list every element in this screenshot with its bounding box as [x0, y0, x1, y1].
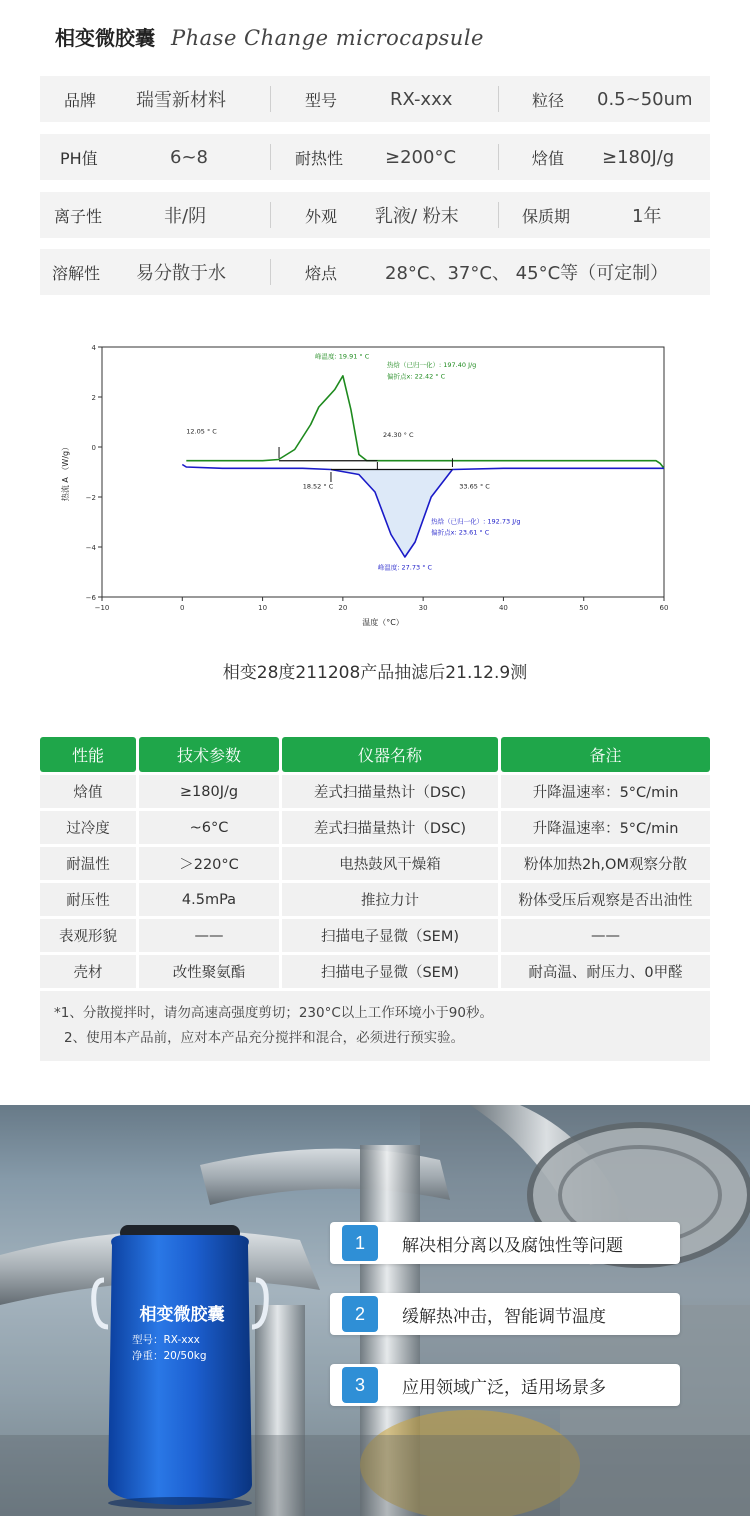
table-cell: 差式扫描量热计（DSC)	[282, 775, 498, 808]
spec-value: 瑞雪新材料	[136, 90, 226, 111]
feature-text: 应用领域广泛，适用场景多	[402, 1377, 606, 1398]
divider	[498, 86, 499, 112]
y-tick-label: −2	[85, 494, 96, 502]
divider	[498, 202, 499, 228]
dsc-chart	[60, 335, 690, 635]
y-tick-label: 4	[91, 344, 96, 352]
page-subtitle: Phase Change microcapsule	[171, 26, 484, 50]
table-cell: ≥180J/g	[139, 775, 279, 808]
table-cell: 焓值	[40, 775, 136, 808]
column-header: 仪器名称	[282, 737, 498, 772]
product-banner	[0, 1105, 750, 1516]
feature-text: 解决相分离以及腐蚀性等问题	[402, 1235, 623, 1256]
table-cell: 表观形貌	[40, 919, 136, 952]
chart-annotation: 热焓（已归一化）: 197.40 J/g	[387, 361, 477, 369]
table-notes	[40, 991, 710, 1061]
divider	[270, 259, 271, 285]
spec-label: PH值	[60, 148, 98, 168]
performance-table	[40, 737, 710, 1061]
spec-value: 1年	[632, 206, 662, 227]
spec-row	[40, 76, 710, 122]
page-header	[55, 22, 484, 62]
y-axis-label: 热流 A （W/g）	[61, 442, 70, 502]
table-cell: 4.5mPa	[139, 883, 279, 916]
y-tick-label: −6	[85, 594, 96, 602]
feature-text: 缓解热冲击，智能调节温度	[402, 1306, 606, 1327]
chart-annotation: 偏折点x: 23.61 ° C	[431, 528, 490, 537]
feature-item	[330, 1222, 680, 1264]
table-cell: 过冷度	[40, 811, 136, 844]
heating-curve	[186, 376, 664, 469]
table-row	[40, 811, 710, 844]
spec-value: ≥180J/g	[602, 146, 675, 168]
table-header	[40, 737, 710, 772]
x-tick-label: 30	[418, 604, 428, 612]
x-axis-label: 温度（°C）	[362, 618, 404, 627]
chart-annotation: 33.65 ° C	[459, 482, 490, 491]
table-cell: ——	[501, 919, 710, 952]
drum-label-name: 相变微胶囊	[139, 1305, 225, 1325]
divider	[270, 86, 271, 112]
drum-label-weight: 净重：20/50kg	[132, 1350, 207, 1362]
spec-row	[40, 134, 710, 180]
y-tick-label: 0	[91, 444, 96, 452]
feature-item	[330, 1293, 680, 1335]
table-cell: 耐温性	[40, 847, 136, 880]
feature-number: 2	[342, 1296, 378, 1332]
spec-value: 易分散于水	[136, 263, 226, 284]
table-cell: 扫描电子显微（SEM)	[282, 919, 498, 952]
chart-annotation: 峰温度: 19.91 ° C	[314, 352, 370, 361]
spec-label: 保质期	[522, 206, 571, 226]
column-header: 技术参数	[139, 737, 279, 772]
table-cell: 电热鼓风干燥箱	[282, 847, 498, 880]
chart-annotation: 峰温度: 27.73 ° C	[377, 563, 433, 572]
spec-label: 耐热性	[295, 148, 344, 168]
table-cell: 耐压性	[40, 883, 136, 916]
chart-annotation: 18.52 ° C	[302, 482, 334, 491]
spec-row	[40, 192, 710, 238]
x-tick-label: 60	[659, 604, 669, 612]
chart-annotation: 24.30 ° C	[383, 431, 414, 439]
chart-caption: 相变28度211208产品抽滤后21.12.9测	[222, 663, 528, 683]
table-cell: 推拉力计	[282, 883, 498, 916]
chart-annotation: 热焓（已归一化）: 192.73 J/g	[431, 517, 521, 526]
table-cell: 改性聚氨酯	[139, 955, 279, 988]
table-cell: 扫描电子显微（SEM)	[282, 955, 498, 988]
column-header: 性能	[40, 737, 136, 772]
y-tick-label: 2	[91, 394, 96, 402]
note-line: *1、分散搅拌时，请勿高速高强度剪切；230°C以上工作环境小于90秒。	[54, 1005, 493, 1021]
product-drum	[108, 1235, 252, 1505]
spec-row	[40, 249, 710, 295]
x-tick-label: 50	[579, 604, 589, 612]
spec-value: 6~8	[170, 146, 208, 168]
note-line: 2、使用本产品前，应对本产品充分搅拌和混合，必须进行预实验。	[64, 1030, 465, 1046]
divider	[498, 144, 499, 170]
x-tick-label: 0	[180, 604, 185, 612]
spec-label: 焓值	[532, 148, 565, 168]
page-title: 相变微胶囊	[55, 26, 155, 50]
x-tick-label: 10	[258, 604, 268, 612]
column-header: 备注	[501, 737, 710, 772]
spec-label: 型号	[305, 90, 338, 110]
feature-number: 1	[342, 1225, 378, 1261]
spec-label: 溶解性	[52, 263, 101, 283]
table-cell: 差式扫描量热计（DSC)	[282, 811, 498, 844]
table-cell: ＞220°C	[139, 847, 279, 880]
spec-value: 非/阴	[164, 206, 207, 227]
spec-label: 熔点	[305, 263, 338, 283]
table-cell: 粉体受压后观察是否出油性	[501, 883, 710, 916]
divider	[270, 144, 271, 170]
table-cell: 粉体加热2h,OM观察分散	[501, 847, 710, 880]
spec-label: 离子性	[54, 206, 103, 226]
table-cell: ~6°C	[139, 811, 279, 844]
table-row	[40, 955, 710, 988]
spec-value: 0.5~50um	[597, 88, 693, 110]
table-row	[40, 775, 710, 808]
table-cell: 壳材	[40, 955, 136, 988]
x-tick-label: 40	[498, 604, 508, 612]
y-tick-label: −4	[85, 544, 96, 552]
chart-annotation: 12.05 ° C	[186, 427, 217, 436]
x-tick-label: 20	[338, 604, 348, 612]
spec-value: 乳液/ 粉末	[375, 206, 459, 227]
table-row	[40, 847, 710, 880]
spec-value: 28°C、37°C、 45°C等（可定制）	[385, 263, 669, 284]
dsc-chart-svg	[60, 335, 690, 635]
spec-label: 外观	[305, 206, 338, 226]
table-cell: 升降温速率：5°C/min	[501, 775, 710, 808]
table-row	[40, 919, 710, 952]
spec-label: 粒径	[532, 90, 565, 110]
table-cell: 升降温速率：5°C/min	[501, 811, 710, 844]
peak-area	[331, 470, 453, 558]
feature-item	[330, 1364, 680, 1406]
divider	[270, 202, 271, 228]
spec-value: ≥200°C	[385, 146, 457, 168]
drum-label-model: 型号：RX-xxx	[132, 1334, 200, 1346]
table-row	[40, 883, 710, 916]
spec-value: RX-xxx	[390, 88, 453, 110]
table-cell: ——	[139, 919, 279, 952]
chart-annotation: 偏折点x: 22.42 ° C	[387, 372, 446, 381]
x-tick-label: −10	[94, 604, 110, 612]
table-cell: 耐高温、耐压力、0甲醛	[501, 955, 710, 988]
spec-label: 品牌	[64, 90, 97, 110]
feature-number: 3	[342, 1367, 378, 1403]
